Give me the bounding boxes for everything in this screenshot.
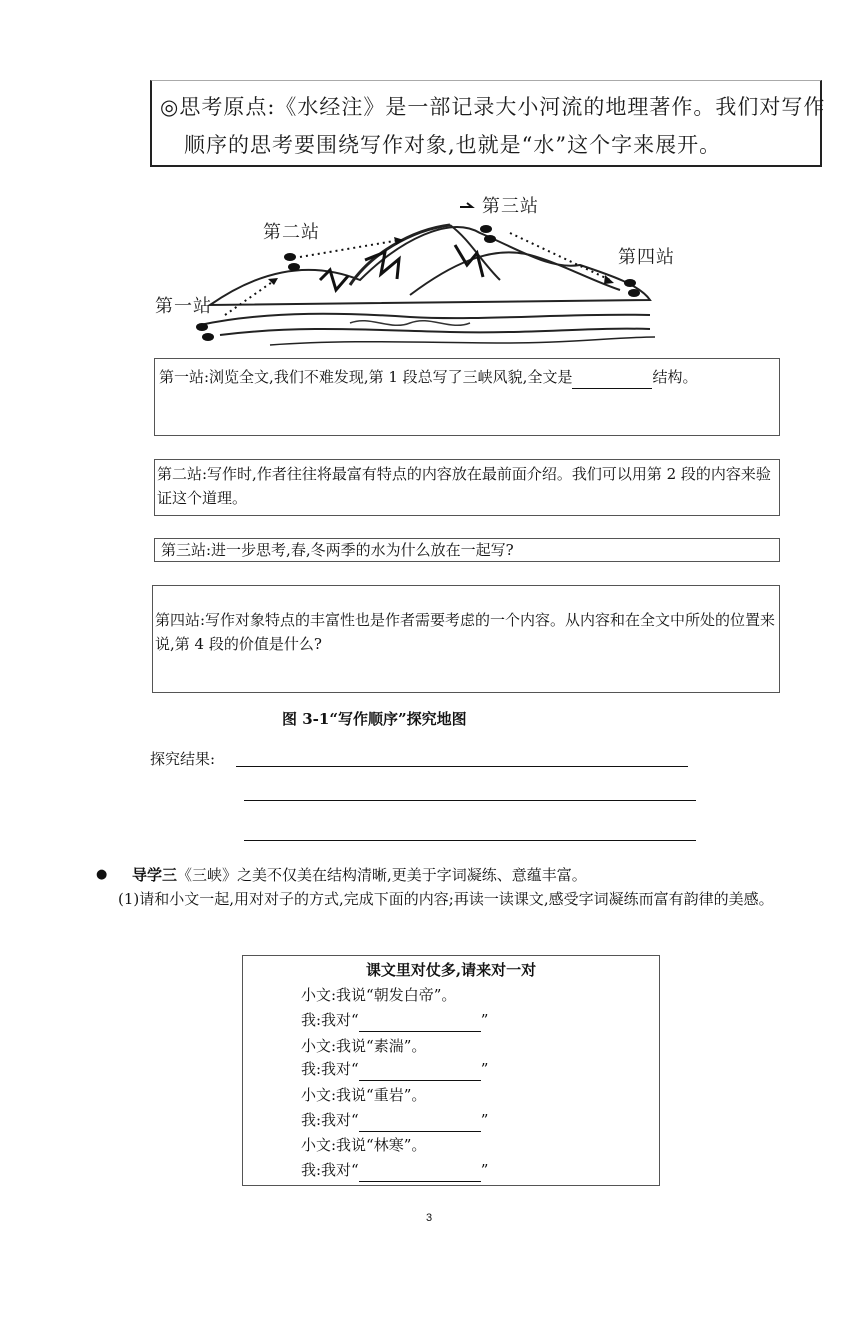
couplet-row-1-me: 我:我对“ ” [301, 1008, 488, 1032]
guide3-item1: (1)请和小文一起,用对对子的方式,完成下面的内容;再读一读课文,感受字词凝练而富有韵律的美感。 [118, 890, 774, 908]
couplet-answer-4[interactable] [359, 1163, 481, 1182]
couplet-row-3-me: 我:我对“ ” [301, 1108, 488, 1132]
couplet-answer-1[interactable] [359, 1013, 481, 1032]
station2-box [154, 459, 780, 516]
couplet-answer-3[interactable] [359, 1113, 481, 1132]
station4-text: 第四站:写作对象特点的丰富性也是作者需要考虑的一个内容。从内容和在全文中所处的位置来说,第 4 段的价值是什么? [155, 611, 776, 653]
guide3-text: 《三峡》之美不仅美在结构清晰,更美于字词凝练、意蕴丰富。 [177, 866, 587, 884]
couplet-row-2-xiaowen: 小文:我说“素湍”。 [301, 1037, 427, 1055]
result-answer-line-2[interactable] [244, 800, 696, 801]
couplet-box [242, 955, 660, 1186]
result-answer-line-3[interactable] [244, 840, 696, 841]
guide3-title: 导学三 [132, 866, 178, 884]
couplet-box-title: 课文里对仗多,请来对一对 [365, 961, 537, 979]
couplet-row-4-xiaowen: 小文:我说“林寒”。 [301, 1136, 427, 1154]
page-number: 3 [426, 1212, 433, 1224]
map-label-station2: 第二站 [263, 222, 320, 243]
map-label-station4: 第四站 [618, 247, 675, 268]
station3-box [154, 538, 780, 562]
thinking-note-line1: ◎思考原点:《水经注》是一部记录大小河流的地理著作。我们对写作 [160, 95, 826, 119]
figure-caption: 图 3-1“写作顺序”探究地图 [282, 710, 467, 728]
result-label: 探究结果: [150, 750, 216, 768]
couplet-row-3-xiaowen: 小文:我说“重岩”。 [301, 1086, 427, 1104]
guide3-heading [132, 863, 587, 887]
station1-text: 第一站:浏览全文,我们不难发现,第 1 段总写了三峡风貌,全文是 结构。 [159, 365, 775, 389]
couplet-row-1-xiaowen: 小文:我说“朝发白帝”。 [301, 986, 457, 1004]
couplet-answer-2[interactable] [359, 1062, 481, 1081]
thinking-note-line2: 顺序的思考要围绕写作对象,也就是“水”这个字来展开。 [184, 133, 722, 157]
station1-box [154, 358, 780, 436]
station2-text: 第二站:写作时,作者往往将最富有特点的内容放在最前面介绍。我们可以用第 2 段的内容来验证这个道理。 [157, 465, 771, 507]
guide3-bullet: ● [96, 867, 108, 882]
couplet-row-2-me: 我:我对“ ” [301, 1057, 488, 1081]
couplet-row-4-me: 我:我对“ ” [301, 1158, 488, 1182]
thinking-note-box [150, 80, 826, 167]
mountain-map-illustration [150, 185, 670, 355]
station1-answer-blank[interactable] [572, 370, 652, 389]
result-answer-line-1[interactable] [236, 766, 688, 767]
station4-box [152, 585, 780, 693]
map-label-station3: 第三站 [482, 196, 539, 217]
station3-text: 第三站:进一步思考,春,冬两季的水为什么放在一起写? [161, 541, 514, 559]
map-label-station1: 第一站 [155, 296, 212, 317]
